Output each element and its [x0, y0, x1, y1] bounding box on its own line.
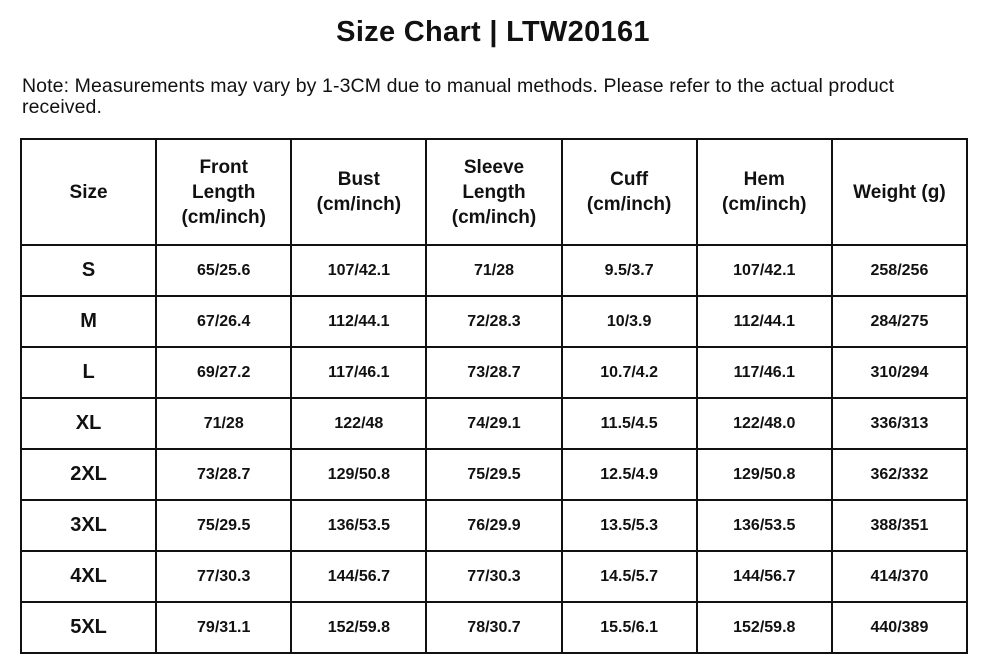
- front-length-cell: 73/28.7: [156, 449, 291, 500]
- bust-cell: 117/46.1: [291, 347, 426, 398]
- front-length-cell: 69/27.2: [156, 347, 291, 398]
- size-cell: L: [21, 347, 156, 398]
- bust-cell: 152/59.8: [291, 602, 426, 653]
- weight-cell: 310/294: [832, 347, 967, 398]
- hem-cell: 144/56.7: [697, 551, 832, 602]
- size-cell: XL: [21, 398, 156, 449]
- size-cell: M: [21, 296, 156, 347]
- header-cuff: Cuff (cm/inch): [562, 139, 697, 245]
- measurement-note: Note: Measurements may vary by 1-3CM due to manual methods. Please refer to the actual product received.: [22, 75, 895, 118]
- header-size: Size: [21, 139, 156, 245]
- table-body: [21, 245, 967, 653]
- size-cell: 2XL: [21, 449, 156, 500]
- sleeve-length-cell: 72/28.3: [426, 296, 561, 347]
- sleeve-length-cell: 77/30.3: [426, 551, 561, 602]
- cuff-cell: 14.5/5.7: [562, 551, 697, 602]
- page-title: Size Chart | LTW20161: [336, 16, 650, 48]
- weight-cell: 362/332: [832, 449, 967, 500]
- header-hem: Hem (cm/inch): [697, 139, 832, 245]
- weight-cell: 388/351: [832, 500, 967, 551]
- cuff-cell: 10.7/4.2: [562, 347, 697, 398]
- cuff-cell: 10/3.9: [562, 296, 697, 347]
- header-sleeve-length: Sleeve Length (cm/inch): [426, 139, 561, 245]
- front-length-cell: 77/30.3: [156, 551, 291, 602]
- table-row: [21, 602, 967, 653]
- bust-cell: 129/50.8: [291, 449, 426, 500]
- table-row: [21, 245, 967, 296]
- cuff-cell: 9.5/3.7: [562, 245, 697, 296]
- bust-cell: 122/48: [291, 398, 426, 449]
- hem-cell: 107/42.1: [697, 245, 832, 296]
- hem-cell: 117/46.1: [697, 347, 832, 398]
- table-row: [21, 296, 967, 347]
- hem-cell: 129/50.8: [697, 449, 832, 500]
- weight-cell: 258/256: [832, 245, 967, 296]
- table-row: [21, 449, 967, 500]
- size-cell: 5XL: [21, 602, 156, 653]
- hem-cell: 152/59.8: [697, 602, 832, 653]
- front-length-cell: 71/28: [156, 398, 291, 449]
- sleeve-length-cell: 75/29.5: [426, 449, 561, 500]
- front-length-cell: 65/25.6: [156, 245, 291, 296]
- size-cell: 3XL: [21, 500, 156, 551]
- bust-cell: 144/56.7: [291, 551, 426, 602]
- weight-cell: 414/370: [832, 551, 967, 602]
- size-cell: 4XL: [21, 551, 156, 602]
- cuff-cell: 11.5/4.5: [562, 398, 697, 449]
- table-row: [21, 398, 967, 449]
- front-length-cell: 67/26.4: [156, 296, 291, 347]
- weight-cell: 284/275: [832, 296, 967, 347]
- hem-cell: 122/48.0: [697, 398, 832, 449]
- table-row: [21, 551, 967, 602]
- cuff-cell: 15.5/6.1: [562, 602, 697, 653]
- size-cell: S: [21, 245, 156, 296]
- bust-cell: 112/44.1: [291, 296, 426, 347]
- sleeve-length-cell: 71/28: [426, 245, 561, 296]
- cuff-cell: 12.5/4.9: [562, 449, 697, 500]
- header-row: [21, 139, 967, 245]
- header-bust: Bust (cm/inch): [291, 139, 426, 245]
- front-length-cell: 79/31.1: [156, 602, 291, 653]
- sleeve-length-cell: 76/29.9: [426, 500, 561, 551]
- front-length-cell: 75/29.5: [156, 500, 291, 551]
- sleeve-length-cell: 73/28.7: [426, 347, 561, 398]
- weight-cell: 336/313: [832, 398, 967, 449]
- bust-cell: 136/53.5: [291, 500, 426, 551]
- header-weight: Weight (g): [832, 139, 967, 245]
- bust-cell: 107/42.1: [291, 245, 426, 296]
- weight-cell: 440/389: [832, 602, 967, 653]
- sleeve-length-cell: 78/30.7: [426, 602, 561, 653]
- sleeve-length-cell: 74/29.1: [426, 398, 561, 449]
- table-row: [21, 347, 967, 398]
- header-front-length: Front Length (cm/inch): [156, 139, 291, 245]
- cuff-cell: 13.5/5.3: [562, 500, 697, 551]
- table-row: [21, 500, 967, 551]
- hem-cell: 112/44.1: [697, 296, 832, 347]
- size-chart-table: [20, 138, 968, 654]
- hem-cell: 136/53.5: [697, 500, 832, 551]
